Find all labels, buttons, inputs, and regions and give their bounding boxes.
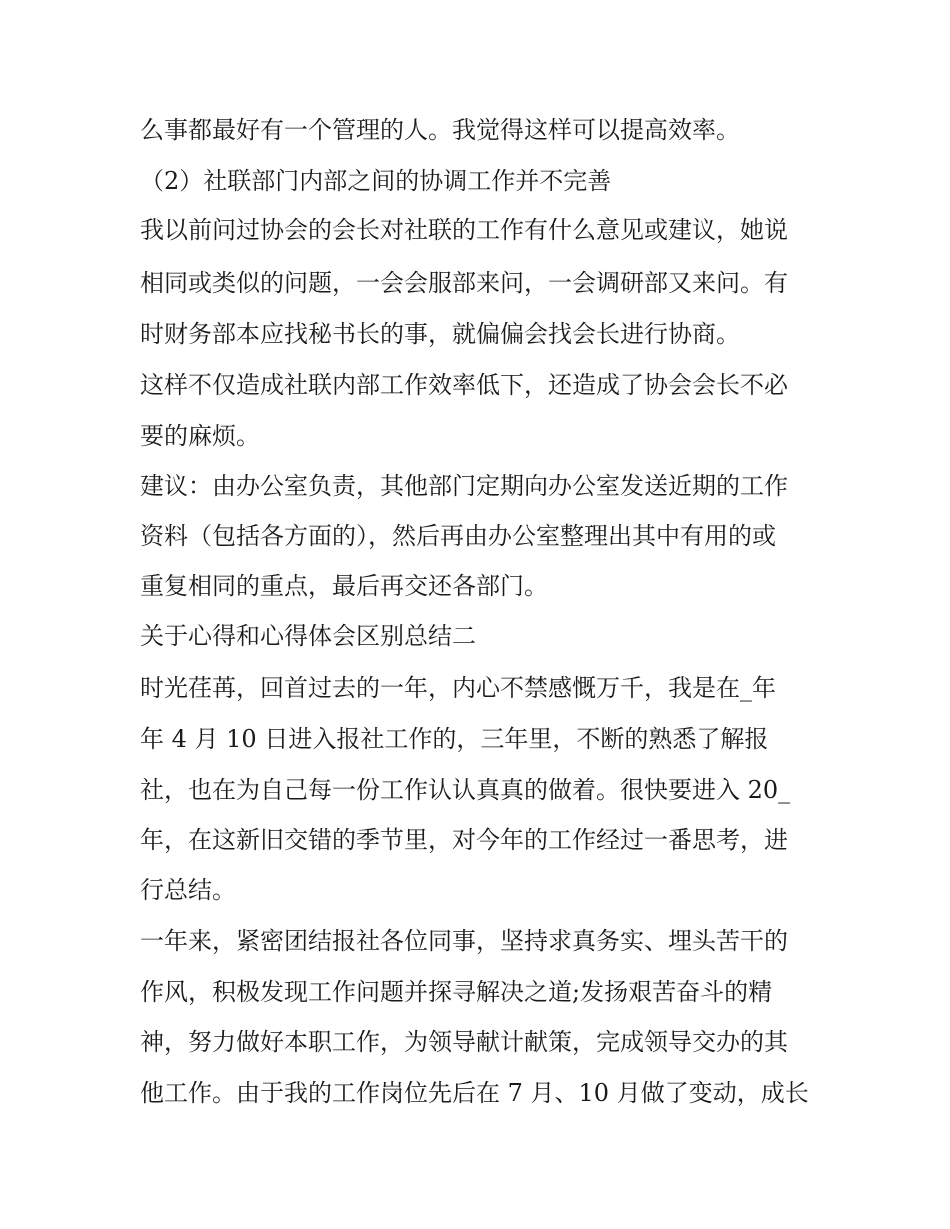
paragraph-line: 社，也在为自己每一份工作认认真真的做着。很快要进入 20_ <box>140 776 791 804</box>
paragraph-line: （2）社联部门内部之间的协调工作并不完善 <box>140 167 612 195</box>
paragraph-line: 时光荏苒，回首过去的一年，内心不禁感慨万千，我是在_年 <box>140 674 776 702</box>
paragraph-line: 一年来，紧密团结报社各位同事，坚持求真务实、埋头苦干的 <box>140 927 788 955</box>
paragraph-line: 神，努力做好本职工作，为领导献计献策，完成领导交办的其 <box>140 1028 788 1056</box>
paragraph-line: 重复相同的重点，最后再交还各部门。 <box>140 572 548 600</box>
paragraph-line: 要的麻烦。 <box>140 422 260 450</box>
paragraph-line: 相同或类似的问题，一会会服部来问，一会调研部又来问。有 <box>140 269 788 297</box>
paragraph-line: 时财务部本应找秘书长的事，就偏偏会找会长进行协商。 <box>140 320 740 348</box>
paragraph-line: 我以前问过协会的会长对社联的工作有什么意见或建议，她说 <box>140 216 788 244</box>
paragraph-line: 资料（包括各方面的），然后再由办公室整理出其中有用的或 <box>140 522 776 550</box>
paragraph-line: 这样不仅造成社联内部工作效率低下，还造成了协会会长不必 <box>140 371 788 399</box>
paragraph-line: 建议：由办公室负责，其他部门定期向办公室发送近期的工作 <box>140 472 788 500</box>
paragraph-line: 他工作。由于我的工作岗位先后在 7 月、10 月做了变动，成长 <box>140 1079 809 1107</box>
paragraph-line: 行总结。 <box>140 876 236 904</box>
section-heading: 关于心得和心得体会区别总结二 <box>140 622 476 650</box>
paragraph-line: 作风，积极发现工作问题并探寻解决之道;发扬艰苦奋斗的精 <box>140 978 773 1006</box>
paragraph-line: 么事都最好有一个管理的人。我觉得这样可以提高效率。 <box>140 116 740 144</box>
paragraph-line: 年 4 月 10 日进入报社工作的，三年里，不断的熟悉了解报 <box>140 725 769 753</box>
paragraph-line: 年，在这新旧交错的季节里，对今年的工作经过一番思考，进 <box>140 826 788 854</box>
